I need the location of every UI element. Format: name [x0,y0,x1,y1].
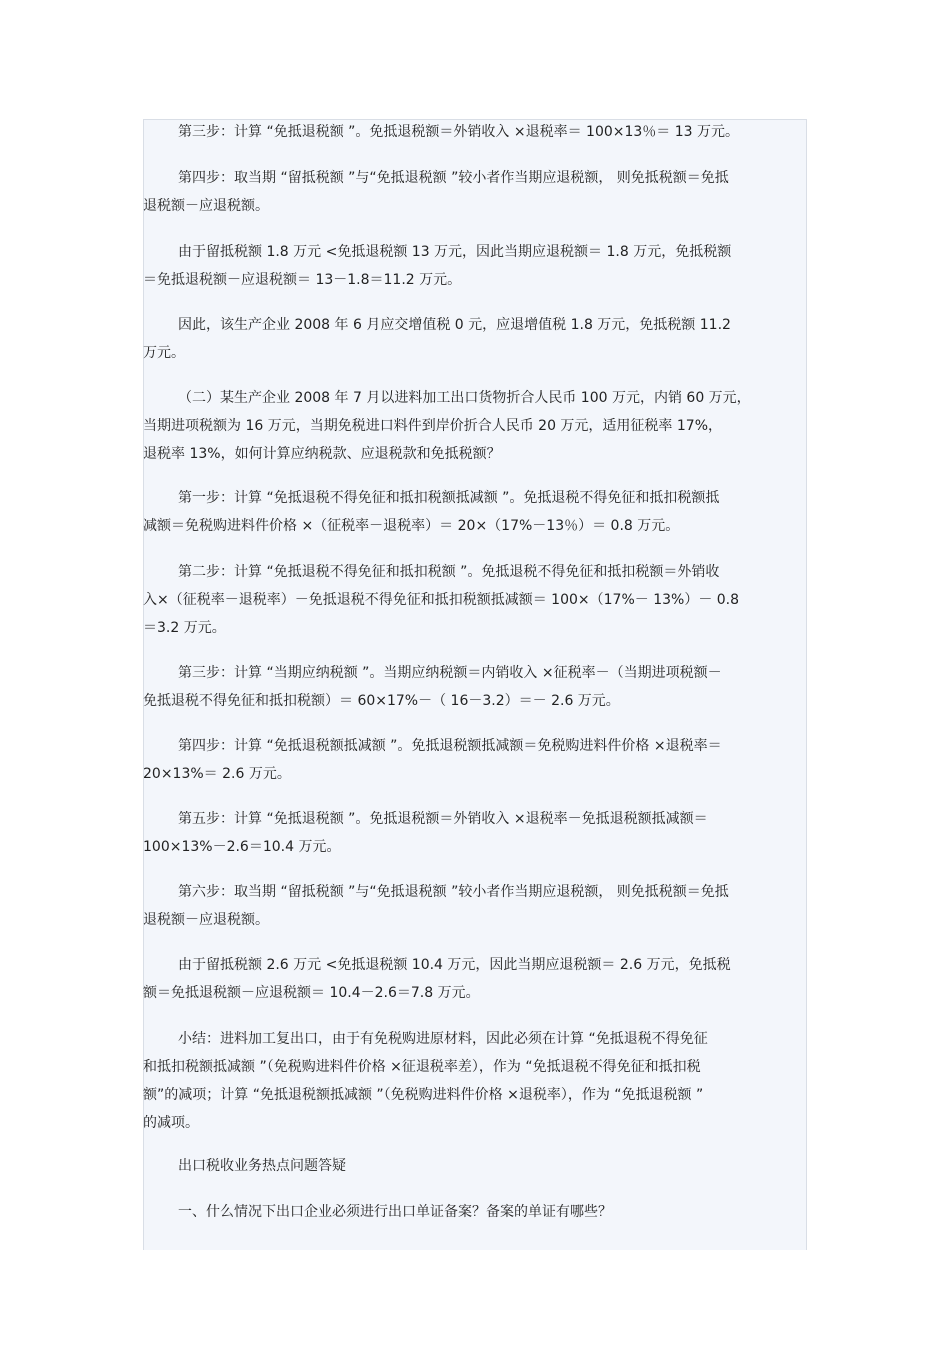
paragraph-step5-b [143,805,805,861]
paragraph-step4-a [143,164,805,220]
text-line: 小结：进料加工复出口，由于有免税购进原材料，因此必须在计算 “免抵退税不得免征 [178,1031,708,1047]
text-line: 退税额－应退税额。 [143,912,269,928]
text-line: 第五步：计算 “免抵退税额 ”。免抵退税额＝外销收入 ×退税率－免抵退税额抵减额＝ [178,811,708,827]
text-line: 免抵退税不得免征和抵扣税额）＝ 60×17%－（ 16－3.2）＝－ 2.6 万元。 [143,693,620,709]
question-text: 一、什么情况下出口企业必须进行出口单证备案？备案的单证有哪些？ [178,1204,612,1220]
paragraph-summary [143,1025,805,1137]
paragraph-reason-a [143,238,805,294]
paragraph-step6-b [143,878,805,934]
section-heading [143,1152,805,1180]
text-line: 第一步：计算 “免抵退税不得免征和抵扣税额抵减额 ”。免抵退税不得免征和抵扣税额抵 [178,490,720,506]
text-line: 额”的减项；计算 “免抵退税额抵减额 ”（免税购进料件价格 ×退税率），作为 “免抵退税额 ” [143,1087,704,1103]
paragraph-step3-b [143,659,805,715]
text-line: 的减项。 [143,1115,199,1131]
paragraph-step3-a [143,118,805,146]
text-line: 20×13%＝ 2.6 万元。 [143,766,291,782]
text-line: 第四步：计算 “免抵退税额抵减额 ”。免抵退税额抵减额＝免税购进料件价格 ×退税率＝ [178,738,722,754]
paragraph-step2-b [143,558,805,642]
text-line: 由于留抵税额 2.6 万元 <免抵退税额 10.4 万元，因此当期应退税额＝ 2.6 万元，免抵税 [178,957,731,973]
text-line: ＝免抵退税额－应退税额＝ 13－1.8＝11.2 万元。 [143,272,462,288]
text-line: 万元。 [143,345,185,361]
text-line: 和抵扣税额抵减额 ”（免税购进料件价格 ×征退税率差），作为 “免抵退税不得免征和抵扣税 [143,1059,701,1075]
question-heading [143,1198,805,1226]
text-line: 退税率 13%，如何计算应纳税款、应退税款和免抵税额？ [143,446,501,462]
text-line: 入×（征税率－退税率）－免抵退税不得免征和抵扣税额抵减额＝ 100×（17%－ 13%）－ 0.8 [143,592,740,608]
paragraph-reason-b [143,951,805,1007]
text-line: 第四步：取当期 “留抵税额 ”与“免抵退税额 ”较小者作当期应退税额， 则免抵税额＝免抵 [178,170,729,186]
text-line: 当期进项税额为 16 万元，当期免税进口料件到岸价折合人民币 20 万元，适用征税率 17%， [143,418,722,434]
paragraph-example-b [143,384,805,468]
text-line: （二）某生产企业 2008 年 7 月以进料加工出口货物折合人民币 100 万元，内销 60 万元， [178,390,751,406]
text-line: 第六步：取当期 “留抵税额 ”与“免抵退税额 ”较小者作当期应退税额， 则免抵税额＝免抵 [178,884,729,900]
text-line: 第三步：计算 “免抵退税额 ”。免抵退税额＝外销收入 ×退税率＝ 100×13％＝ 13 万元。 [178,124,740,140]
text-line: 因此，该生产企业 2008 年 6 月应交增值税 0 元，应退增值税 1.8 万元，免抵税额 11.2 [178,317,731,333]
text-line: ＝3.2 万元。 [143,620,226,636]
text-line: 额＝免抵退税额－应退税额＝ 10.4－2.6＝7.8 万元。 [143,985,480,1001]
paragraph-step1-b [143,484,805,540]
text-line: 由于留抵税额 1.8 万元 <免抵退税额 13 万元，因此当期应退税额＝ 1.8 万元，免抵税额 [178,244,732,260]
text-line: 第三步：计算 “当期应纳税额 ”。当期应纳税额＝内销收入 ×征税率－（当期进项税额－ [178,665,722,681]
heading-text: 出口税收业务热点问题答疑 [178,1158,346,1174]
paragraph-conclusion-a [143,311,805,367]
text-line: 退税额－应退税额。 [143,198,269,214]
text-line: 第二步：计算 “免抵退税不得免征和抵扣税额 ”。免抵退税不得免征和抵扣税额＝外销收 [178,564,720,580]
text-line: 100×13%－2.6＝10.4 万元。 [143,839,341,855]
paragraph-step4-b [143,732,805,788]
text-line: 减额＝免税购进料件价格 ×（征税率－退税率）＝ 20×（17%－13％）＝ 0.8 万元。 [143,518,680,534]
